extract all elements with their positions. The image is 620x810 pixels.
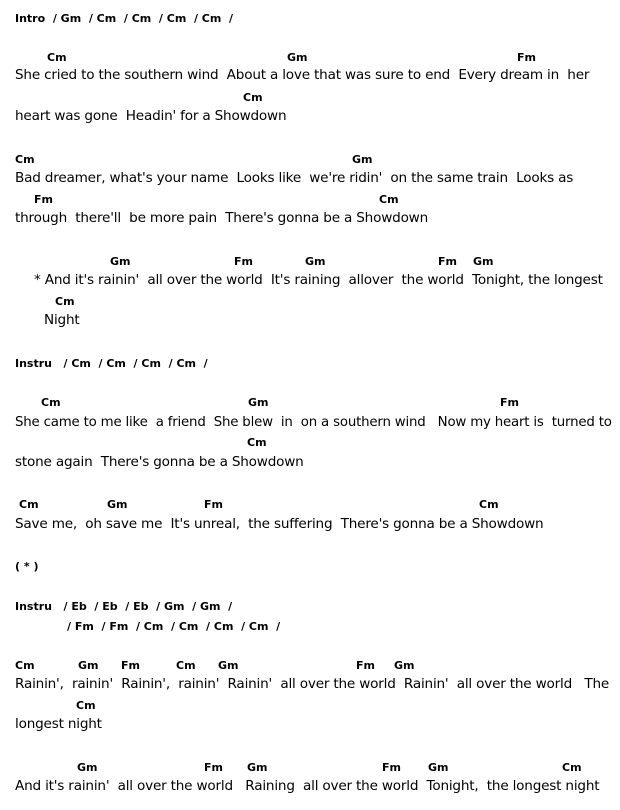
chord: Cm <box>562 761 582 774</box>
chord: Gm <box>248 396 269 409</box>
chord: Fm <box>356 659 375 672</box>
lyric-line: stone again There's gonna be a Showdown <box>15 454 304 470</box>
chord: Fm <box>204 761 223 774</box>
chord: Cm <box>55 295 75 308</box>
chord: Gm <box>247 761 268 774</box>
chord: Gm <box>428 761 449 774</box>
chord: Cm <box>247 436 267 449</box>
lyric-line: * And it's rainin' all over the world It's raining allover the world Tonight, the longest <box>34 272 603 288</box>
chord: Gm <box>77 761 98 774</box>
chord: Gm <box>394 659 415 672</box>
lyric-line: Rainin', rainin' Rainin', rainin' Rainin' all over the world Rainin' all over the world The <box>15 676 610 692</box>
chord: Cm <box>19 498 39 511</box>
chord: Cm <box>243 91 263 104</box>
lyric-line: She cried to the southern wind About a love that was sure to end Every dream in her <box>15 67 590 83</box>
lyric-line: Save me, oh save me It's unreal, the suffering There's gonna be a Showdown <box>15 516 544 532</box>
chord: Fm <box>34 193 53 206</box>
instru-line: / Fm / Fm / Cm / Cm / Cm / Cm / <box>67 620 281 633</box>
chord: Gm <box>305 255 326 268</box>
chord: Fm <box>517 51 536 64</box>
lyric-line: through there'll be more pain There's gonna be a Showdown <box>15 210 429 226</box>
chord: Cm <box>379 193 399 206</box>
chorus-reference: ( * ) <box>15 560 39 573</box>
chord: Fm <box>382 761 401 774</box>
intro-line: Intro / Gm / Cm / Cm / Cm / Cm / <box>15 12 234 25</box>
chord: Gm <box>78 659 99 672</box>
chord: Cm <box>15 153 35 166</box>
lyric-line: And it's rainin' all over the world Raining all over the world Tonight, the longest night <box>15 778 600 794</box>
chord: Cm <box>176 659 196 672</box>
chord: Cm <box>479 498 499 511</box>
instru-line: Instru / Eb / Eb / Eb / Gm / Gm / <box>15 600 233 613</box>
lyric-line: heart was gone Headin' for a Showdown <box>15 108 287 124</box>
chord: Cm <box>15 659 35 672</box>
chord: Cm <box>41 396 61 409</box>
chord: Gm <box>107 498 128 511</box>
chord: Cm <box>47 51 67 64</box>
chord: Gm <box>473 255 494 268</box>
chord: Fm <box>234 255 253 268</box>
chord: Cm <box>76 699 96 712</box>
chord: Fm <box>204 498 223 511</box>
chord: Gm <box>218 659 239 672</box>
lyric-line: She came to me like a friend She blew in on a southern wind Now my heart is turned to <box>15 414 612 430</box>
chord: Gm <box>287 51 308 64</box>
chord: Fm <box>121 659 140 672</box>
chord: Gm <box>352 153 373 166</box>
chord: Fm <box>438 255 457 268</box>
lyric-line: Night <box>44 312 80 328</box>
lyric-line: longest night <box>15 716 102 732</box>
lyric-line: Bad dreamer, what's your name Looks like we're ridin' on the same train Looks as <box>15 170 574 186</box>
instru-line: Instru / Cm / Cm / Cm / Cm / <box>15 357 208 370</box>
chord: Fm <box>500 396 519 409</box>
chord: Gm <box>110 255 131 268</box>
